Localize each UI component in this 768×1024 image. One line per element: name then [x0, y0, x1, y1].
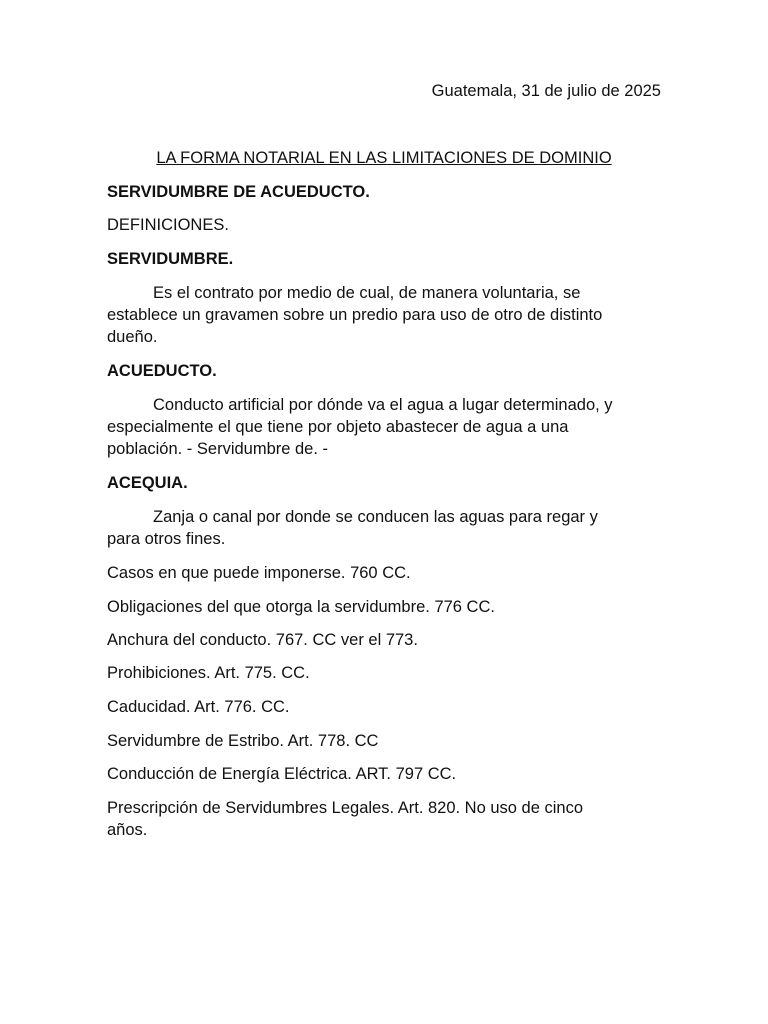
document-title: LA FORMA NOTARIAL EN LAS LIMITACIONES DE DOMINIO — [156, 149, 612, 167]
acequia-definition-line-1: Zanja o canal por donde se conducen las aguas para regar y — [153, 508, 598, 526]
servidumbre-definition-line-2: establece un gravamen sobre un predio para uso de otro de distinto — [107, 306, 603, 324]
main-heading: SERVIDUMBRE DE ACUEDUCTO. — [107, 183, 370, 201]
acueducto-definition-line-3: población. - Servidumbre de. - — [107, 440, 329, 458]
reference-item: Servidumbre de Estribo. Art. 778. CC — [107, 732, 379, 750]
servidumbre-heading: SERVIDUMBRE. — [107, 250, 234, 268]
servidumbre-definition-line-3: dueño. — [107, 328, 158, 346]
acueducto-definition-line-1: Conducto artificial por dónde va el agua a lugar determinado, y — [153, 396, 613, 414]
definitions-label: DEFINICIONES. — [107, 216, 229, 234]
acueducto-heading: ACUEDUCTO. — [107, 362, 217, 380]
reference-item: Conducción de Energía Eléctrica. ART. 797 CC. — [107, 765, 457, 783]
reference-item: Anchura del conducto. 767. CC ver el 773. — [107, 631, 418, 649]
reference-item: Casos en que puede imponerse. 760 CC. — [107, 564, 411, 582]
reference-item-last-line-2: años. — [107, 821, 148, 839]
acequia-definition-line-2: para otros fines. — [107, 530, 226, 548]
reference-item: Caducidad. Art. 776. CC. — [107, 698, 290, 716]
acequia-heading: ACEQUIA. — [107, 474, 188, 492]
reference-item: Prohibiciones. Art. 775. CC. — [107, 664, 310, 682]
reference-item-last-line-1: Prescripción de Servidumbres Legales. Art. 820. No uso de cinco — [107, 799, 584, 817]
reference-item: Obligaciones del que otorga la servidumbre. 776 CC. — [107, 598, 495, 616]
acueducto-definition-line-2: especialmente el que tiene por objeto abastecer de agua a una — [107, 418, 569, 436]
document-date: Guatemala, 31 de julio de 2025 — [431, 82, 661, 100]
servidumbre-definition-line-1: Es el contrato por medio de cual, de manera voluntaria, se — [153, 284, 581, 302]
